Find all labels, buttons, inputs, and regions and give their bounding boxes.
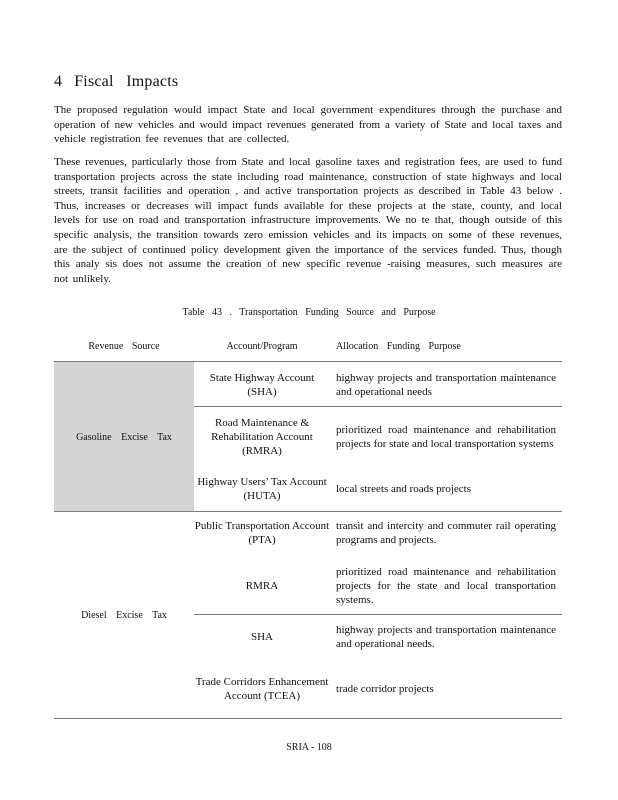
allocation-tcea: trade corridor projects bbox=[336, 682, 434, 695]
account-sha-diesel: SHA bbox=[250, 630, 273, 643]
account-huta: Highway Users’ Tax Account (HUTA) bbox=[197, 475, 327, 502]
account-pta: Public Transportation Account (PTA) bbox=[194, 519, 330, 546]
section-number: 4 bbox=[54, 73, 63, 90]
allocation-pta: transit and intercity and commuter rail operating programs and projects. bbox=[336, 519, 556, 546]
account-tcea: Trade Corridors Enhancement Account (TCEA) bbox=[195, 675, 329, 702]
source-diesel: Diesel Excise Tax bbox=[81, 609, 167, 621]
allocation-huta: local streets and roads projects bbox=[336, 482, 472, 495]
source-gasoline: Gasoline Excise Tax bbox=[76, 431, 172, 443]
table-bottom-rule bbox=[54, 718, 562, 719]
section-title: Fiscal Impacts bbox=[74, 73, 179, 90]
allocation-sha: highway projects and transportation maintenance and operational needs bbox=[336, 371, 556, 398]
allocation-rmra: prioritized road maintenance and rehabilitation projects for state and local transportation systems bbox=[336, 423, 556, 450]
header-allocation: Allocation Funding Purpose bbox=[336, 341, 461, 352]
row-divider bbox=[194, 614, 562, 615]
paragraph-1: The proposed regulation would impact State and local government expenditures through the purchase and operation of new vehicles and would impact revenues generated from a variety of State and local taxes and vehicle registration fee revenues that are collected. bbox=[54, 104, 562, 146]
allocation-rmra-diesel: prioritized road maintenance and rehabilitation projects for the state and local transportation systems. bbox=[336, 565, 556, 607]
account-rmra-diesel: RMRA bbox=[245, 579, 279, 592]
paragraph-2: These revenues, particularly those from State and local gasoline taxes and registration fees, are used to fund transportation projects across the state including road maintenance, construction of state highways and local streets, transit facilities and operation , and active transportation projects as described in Table 43 below . Thus, increases or decreases will impact funds available for these projects at the state, county, and local levels for use on road and transportation infrastructure improvements. We no te that, though outside of this specific analysis, the transition towards zero emission vehicles and its impacts on some of these revenues, are the subject of continued policy development given the importance of the services funded. Thus, though this analy sis does not assume the creation of new specific revenue -raising measures, such measures are not unlikely. bbox=[54, 156, 562, 285]
header-account-program: Account/Program bbox=[226, 341, 298, 352]
allocation-sha-diesel: highway projects and transportation maintenance and operational needs. bbox=[336, 623, 556, 650]
page-footer: SRIA - 108 bbox=[286, 742, 332, 753]
section-heading bbox=[54, 73, 178, 91]
row-divider bbox=[194, 406, 562, 407]
table-caption: Table 43 . Transportation Funding Source and Purpose bbox=[182, 307, 436, 318]
header-revenue-source: Revenue Source bbox=[88, 341, 160, 352]
account-sha: State Highway Account (SHA) bbox=[209, 371, 315, 398]
account-rmra: Road Maintenance & Rehabilitation Account (RMRA) bbox=[211, 416, 313, 458]
